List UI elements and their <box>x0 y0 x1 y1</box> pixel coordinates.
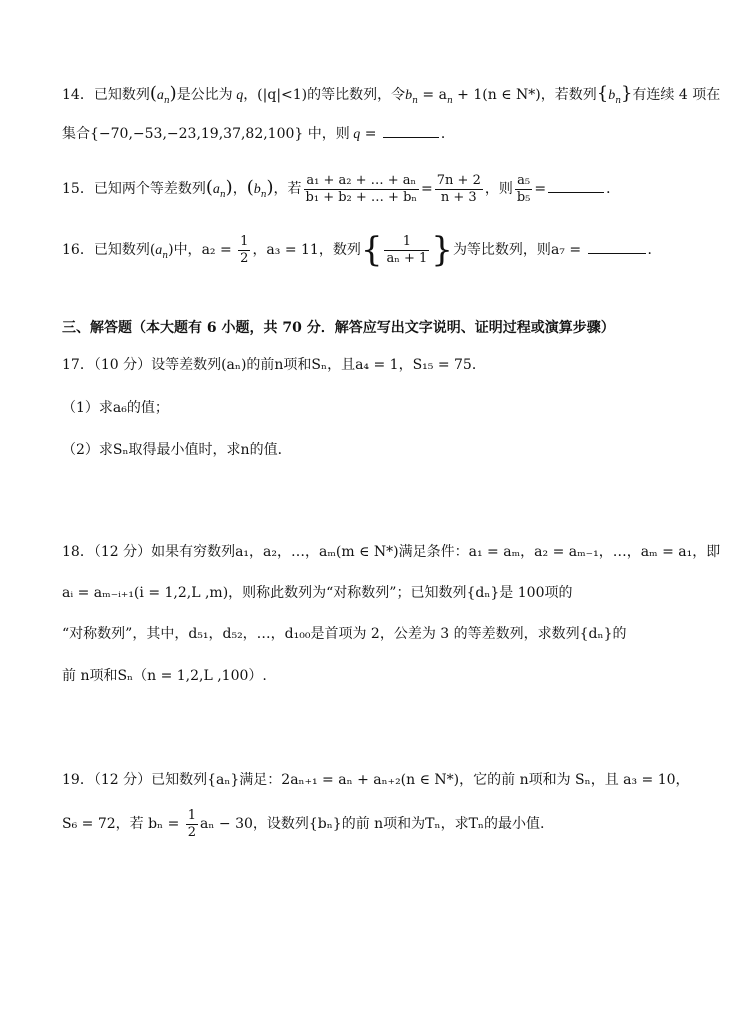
q15-rhs-den: n + 3 <box>440 189 477 205</box>
q16-ask: a₇ = <box>550 242 586 258</box>
q15-ask-fraction <box>515 173 533 206</box>
q16-line: 16．已知数列$(a_n)$中，a₂ = $\frac{1}{2}$ ，a₃ = 11，数列{ $\frac{1}{\text{aₙ + 1}}$ }为等比数列，则a₇ = ． <box>62 230 662 270</box>
q14-line2: 集合{−70,−53,−23,19,37,82,100} 中，则 q = ． <box>62 126 455 142</box>
q14-def-rest: = a <box>417 87 447 103</box>
q17-part1: （1）求a₆的值； <box>62 400 169 416</box>
q14-set: {−70,−53,−23,19,37,82,100} <box>90 126 304 142</box>
q15-line: 15．已知两个等差数列$(a_n)$，$(b_n)$，若 $\frac{\text{a₁ + a₂ + … + aₙ}}{\text{b₁ + b₂ + … + bₙ}}$ = $\frac{7n + 2}{n + 3}$ ，则 $\frac{\text{a₅}}{\text{b₅}}$ = ． <box>62 172 621 205</box>
q16-seq-fraction <box>384 234 429 267</box>
q14-text-mid: 是公比为 <box>176 87 233 103</box>
q15-ask-num: a₅ <box>515 173 533 190</box>
q19-line1: 19．（12 分）已知数列{aₙ}满足：2aₙ₊₁ = aₙ + aₙ₊₂(n ∈ N*)，它的前 n项和为 Sₙ，且 a₃ = 10， <box>62 772 690 788</box>
q15-cond: ，若 <box>273 181 302 197</box>
q16-a2-num: 1 <box>240 233 249 249</box>
q16-seq-num: 1 <box>384 234 429 251</box>
q16-seq-den: aₙ + 1 <box>386 250 428 266</box>
q16-prefix: 16．已知数列 <box>62 242 150 258</box>
q14-text-cond: ，(|q|<1)的等比数列，令 <box>243 87 406 103</box>
q15-fraction <box>304 173 419 206</box>
q19-frac-num: 1 <box>187 807 197 823</box>
brace-open: { <box>360 230 383 270</box>
q18-line2: aᵢ = aₘ₋ᵢ₊₁(i = 1,2,L ,m)，则称此数列为“对称数列”；已知数列{dₙ}是 100项的 <box>62 585 573 601</box>
q15-sep: ， <box>232 181 247 197</box>
q15-frac-num: a₁ + a₂ + … + aₙ <box>304 173 419 190</box>
q15-then: ，则 <box>484 181 513 197</box>
answer-blank[interactable] <box>548 180 604 193</box>
q14-line2-end: ． <box>440 126 455 142</box>
q18-line4: 前 n项和Sₙ（n = 1,2,L ,100）. <box>62 668 267 684</box>
brace-open: ( <box>149 83 157 104</box>
q19-line2 <box>62 806 544 842</box>
q19-line2-a: S₆ = 72，若 bₙ = <box>62 816 184 832</box>
q15-end: ． <box>606 181 621 197</box>
q16-a2-den: 2 <box>240 250 249 266</box>
q14-text-prefix: 14．已知数列 <box>62 87 150 103</box>
q16-mid: 中， <box>173 242 202 258</box>
q14-def-tail: + 1(n ∈ N*)，若数列 <box>452 87 597 103</box>
q17-line1: 17．（10 分）设等差数列(aₙ)的前n项和Sₙ，且a₄ = 1，S₁₅ = 75． <box>62 357 486 373</box>
q14-def: b <box>405 88 413 103</box>
brace-close: ) <box>169 83 177 104</box>
q18-line3: “对称数列”，其中，d₅₁，d₅₂，…，d₁₀₀是首项为 2，公差为 3 的等差数列，求数列{dₙ}的 <box>62 626 627 642</box>
answer-blank[interactable] <box>383 125 439 138</box>
q15-prefix: 15．已知两个等差数列 <box>62 181 206 197</box>
brace-close: } <box>431 230 453 270</box>
q19-fraction <box>186 808 198 841</box>
q16-end: ． <box>647 242 662 258</box>
q18-line1: 18．（12 分）如果有穷数列a₁，a₂，…，aₘ(m ∈ N*)满足条件：a₁ = aₘ，a₂ = aₘ₋₁，…，aₘ = a₁，即 <box>62 544 721 560</box>
q16-a2-fraction <box>238 234 250 267</box>
q16-mid2: 为等比数列，则 <box>452 242 551 258</box>
answer-blank[interactable] <box>588 241 646 254</box>
q14-line1: 14．已知数列$(a_n)$是公比为 q，(|q|<1)的等比数列，令$b_n = a_n + 1(n$ ∈ N*)，若数列$\{b_n\}$有连续 4 项在 <box>62 83 721 106</box>
q14-set-label: 集合 <box>62 126 90 142</box>
q14-text-end: 有连续 4 项在 <box>632 87 721 103</box>
q15-rhs-fraction <box>435 173 483 206</box>
q15-rhs-num: 7n + 2 <box>436 172 481 188</box>
q19-frac-den: 2 <box>187 824 197 840</box>
q15-frac-den: b₁ + b₂ + … + bₙ <box>305 189 418 205</box>
q14-line2-mid: 中，则 <box>303 126 350 142</box>
q19-line2-b: aₙ − 30，设数列{bₙ}的前 n项和为Tₙ，求Tₙ的最小值. <box>200 816 545 832</box>
q16-a3: ，a₃ = 11，数列 <box>252 242 361 258</box>
q16-a2-label: a₂ = <box>201 242 237 258</box>
section-heading: 三、解答题（本大题有 6 小题，共 70 分．解答应写出文字说明、证明过程或演算步骤） <box>62 320 615 336</box>
q15-ask-den: b₅ <box>516 189 531 205</box>
q17-part2: （2）求Sₙ取得最小值时，求n的值． <box>62 442 292 458</box>
